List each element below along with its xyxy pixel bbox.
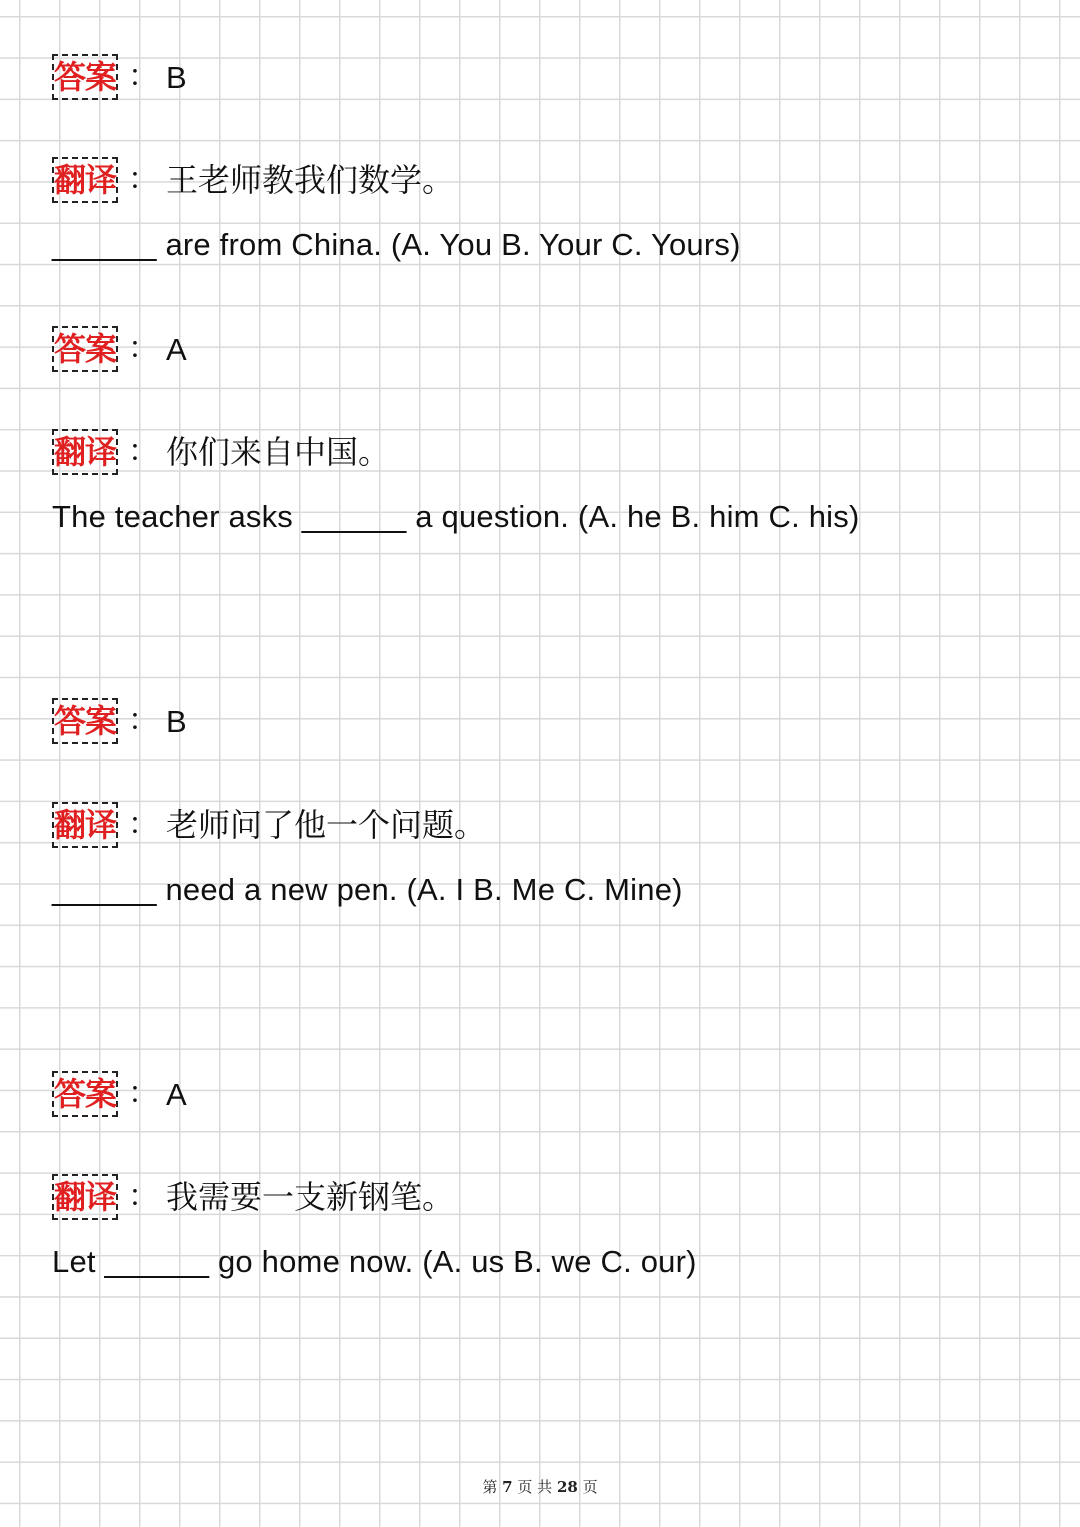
- translation-row: [52, 1173, 454, 1221]
- answer-value: B: [166, 703, 187, 739]
- page-indicator-prefix: 第: [482, 1478, 498, 1496]
- answer-row: [52, 1070, 187, 1118]
- translation-text: 我需要一支新钢笔。: [166, 1178, 455, 1216]
- translation-separator: ：: [128, 162, 159, 197]
- translation-label: 翻译: [52, 429, 118, 475]
- question-text: ______ need a new pen. (A. I B. Me C. Mine): [52, 872, 683, 907]
- answer-row: [52, 53, 187, 101]
- page-indicator: [0, 1476, 1080, 1497]
- page-indicator-middle: 页 共: [517, 1478, 553, 1496]
- total-pages-number: 28: [556, 1478, 578, 1496]
- translation-separator: ：: [128, 434, 159, 469]
- translation-text: 老师问了他一个问题。: [166, 806, 487, 844]
- translation-separator: ：: [128, 1179, 159, 1214]
- answer-value: B: [166, 59, 187, 95]
- answer-value: A: [166, 1076, 187, 1112]
- translation-row: [52, 156, 454, 204]
- question-text: Let ______ go home now. (A. us B. we C. our): [52, 1244, 697, 1279]
- translation-label: 翻译: [52, 802, 118, 848]
- translation-label: 翻译: [52, 157, 118, 203]
- answer-row: [52, 325, 187, 373]
- translation-text: 王老师教我们数学。: [166, 161, 455, 199]
- answer-separator: ：: [128, 1076, 159, 1111]
- translation-separator: ：: [128, 807, 159, 842]
- answer-separator: ：: [128, 331, 159, 366]
- translation-text: 你们来自中国。: [166, 433, 391, 471]
- answer-value: A: [166, 331, 187, 367]
- answer-label: 答案: [52, 698, 118, 744]
- translation-row: [52, 428, 390, 476]
- question-text: The teacher asks ______ a question. (A. he B. him C. his): [52, 499, 860, 534]
- translation-label: 翻译: [52, 1174, 118, 1220]
- answer-separator: ：: [128, 703, 159, 738]
- page-indicator-suffix: 页: [582, 1478, 598, 1496]
- answer-separator: ：: [128, 59, 159, 94]
- answer-label: 答案: [52, 54, 118, 100]
- answer-row: [52, 697, 187, 745]
- question-text: ______ are from China. (A. You B. Your C. Yours): [52, 227, 741, 262]
- translation-row: [52, 801, 486, 849]
- current-page-number: 7: [502, 1478, 513, 1496]
- answer-label: 答案: [52, 1071, 118, 1117]
- answer-label: 答案: [52, 326, 118, 372]
